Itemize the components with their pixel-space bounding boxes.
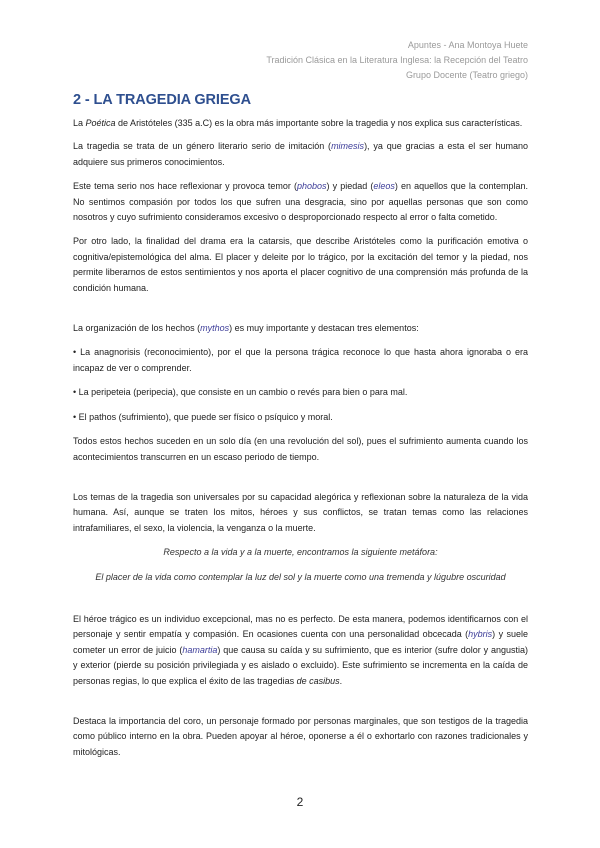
list-item: • La peripeteia (peripecia), que consiste en un cambio o revés para bien o para mal. xyxy=(73,387,408,398)
paragraph-catarsis: Por otro lado, la finalidad del drama era la catarsis, que describe Aristóteles como la purificación emotiva o cognitiva/epistemológica del alma. El placer y deleite por lo trágico, por la excitación del temor y la piedad, nos permite liberarnos de estos sentimientos y nos aporta el placer cognitivo de una comprensión más profunda de la condición humana. xyxy=(73,236,528,293)
page-header xyxy=(266,38,528,83)
section-title: 2 - LA TRAGEDIA GRIEGA xyxy=(73,92,251,108)
header-course: Tradición Clásica en la Literatura Inglesa: la Recepción del Teatro xyxy=(266,55,528,65)
header-author: Apuntes - Ana Montoya Huete xyxy=(407,40,528,50)
paragraph-poetica: La Poética de Aristóteles (335 a.C) es la obra más importante sobre la tragedia y nos explica sus características. xyxy=(73,118,523,128)
paragraph-un-solo-dia: Todos estos hechos suceden en un solo día (en una revolución del sol), pues el sufrimiento aumenta cuando los acontecimientos transcurren en un escaso periodo de tiempo. xyxy=(73,436,528,462)
paragraph-temas: Los temas de la tragedia son universales por su capacidad alegórica y reflexionan sobre la naturaleza de la vida humana. Así, aunque se traten los mitos, héroes y sus conflictos, se tratan temas como las relaciones intrafamiliares, el sexo, la violencia, la venganza o la muerte. xyxy=(73,491,528,533)
paragraph-mimesis: La tragedia se trata de un género literario serio de imitación (mimesis), ya que gracias a esta el ser humano adquiere sus primeros conocimientos. xyxy=(73,141,528,167)
page-number: 2 xyxy=(296,795,304,809)
paragraph-coro: Destaca la importancia del coro, un personaje formado por personas marginales, que son testigos de la tragedia como público interno en la obra. Pueden apoyar al héroe, oponerse a él o exhortarlo con razones tradicionales y mitológicas. xyxy=(73,715,528,757)
paragraph-heroe: El héroe trágico es un individuo excepcional, mas no es perfecto. De esta manera, podemos identificarnos con el personaje y sentir empatía y compasión. En ocasiones cuenta con una personalidad obcecada (hybris) y suele cometer un error de juicio (hamartia) que causa su caída y su sufrimiento, que es interior (sufre dolor y angustia) y exterior (pierde su posición privilegiada y es aislado o excluido). Este sufrimiento se incrementa en la caída de personas regias, lo que explica el éxito de las tragedias de casibus. xyxy=(73,613,528,686)
quote-intro: Respecto a la vida y a la muerte, encontramos la siguiente metáfora: xyxy=(163,547,438,558)
paragraph-phobos-eleos: Este tema serio nos hace reflexionar y provoca temor (phobos) y piedad (eleos) en aquellos que la contemplan. No sentimos compasión por todos los que sufren una desgracia, sino por aquellas personas que son como nosotros y cuyo sufrimiento consideramos excesivo o desproporcionado respecto al error o falta cometido. xyxy=(73,181,528,223)
document-body xyxy=(73,92,528,760)
paragraph-mythos: La organización de los hechos (mythos) es muy importante y destacan tres elementos: xyxy=(73,323,419,334)
list-item: • El pathos (sufrimiento), que puede ser físico o psíquico y moral. xyxy=(73,411,333,422)
list-item: • La anagnorisis (reconocimiento), por el que la persona trágica reconoce lo que hasta ahora ignoraba o era incapaz de ver o comprender. xyxy=(73,347,528,373)
quote-metaphor: El placer de la vida como contemplar la luz del sol y la muerte como una tremenda y lúgubre oscuridad xyxy=(95,571,506,582)
header-group: Grupo Docente (Teatro griego) xyxy=(405,70,528,80)
